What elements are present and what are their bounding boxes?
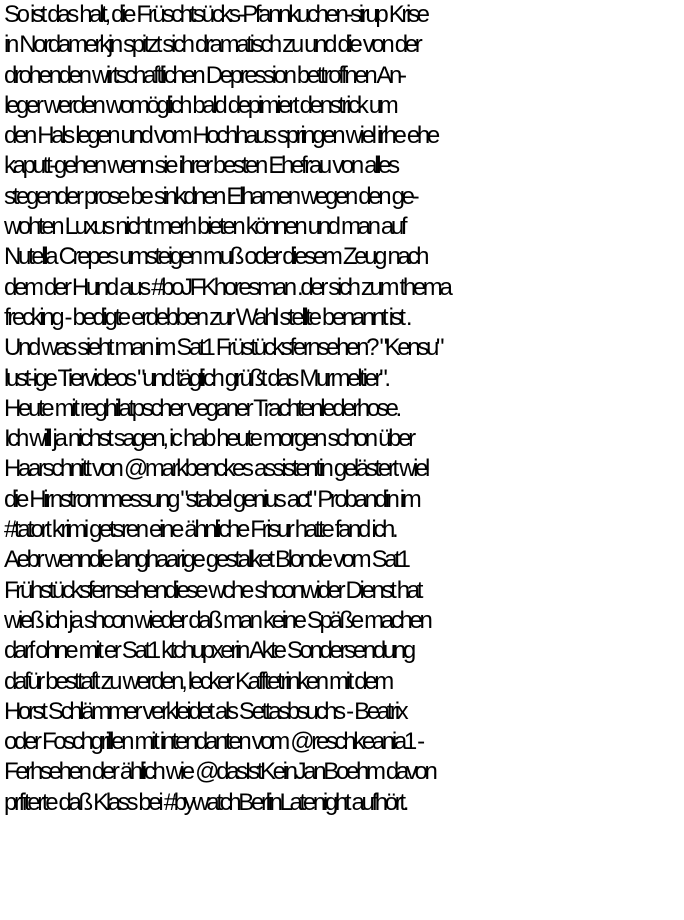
- text-line: lust-ige Tiervideos "und täglich grüßt das Murmeltier".: [4, 364, 388, 392]
- text-line: kaputt-gehen wenn sie ihrer besten Ehefrau von alles: [4, 152, 397, 180]
- text-line: Nutella Crepes umsteigen muß oder diesem Zeug nach: [4, 243, 427, 271]
- text-line: wohten Luxus nicht merh bieten können und man auf: [4, 213, 405, 241]
- text-line: drohenden wirtschaftlichen Depression bettroffnen An-: [4, 61, 404, 89]
- text-line: darf ohne mit er Sat1 ktchupxerin Akte Sondersendung: [4, 637, 413, 665]
- text-line: die Hirnstrommessung "stabel genius act" Probandin im: [4, 485, 419, 513]
- text-line: Und was sieht man im Sat1 Früstücksfernsehen? "Kensu": [4, 334, 442, 362]
- text-line: den Hals legen und vom Hochhaus springen wiel irhe ehe: [4, 122, 437, 150]
- text-line: dafür besttaft zu werden, lecker Kafftetrinken mit dem: [4, 667, 391, 695]
- text-line: leger werden womöglich bald depimiert denstrick um: [4, 91, 396, 119]
- text-line: So ist das halt, die Früschtsücks-Pfannkuchen-sirup Krise: [4, 1, 427, 28]
- text-line: wieß ich ja shcon wieder daß man keine Späße machen: [4, 606, 430, 634]
- text-line: Horst Schlämmer verkleidet als Settasbsuchs - Beatrix: [4, 697, 406, 725]
- text-line: stegender prose be sinkdnen Elhamen wegen den ge-: [4, 182, 417, 210]
- text-line: Heute mit reghilatpscher veganer Trachtenlederhose.: [4, 394, 399, 422]
- text-line: prfiterte daß Klass bei #bywatchBerlinLatenight aufhört.: [4, 788, 407, 816]
- text-line: frecking - bedigte erdebben zur Wahl stellte benannt ist .: [4, 303, 410, 331]
- text-line: #tatort krimi getsren eine ähnliche Frisur hatte fand ich.: [4, 516, 396, 544]
- text-line: in Nordamerkjn spitzt sich dramatisch zu und die von der: [4, 31, 420, 59]
- text-line: oder Foschgrillen mit intendanten vom @reschkeania1 -: [4, 728, 422, 756]
- text-line: Haarschnitt von @markbenckes assistentin gelästert wiel: [4, 455, 428, 483]
- text-line: Frühstücksfernsehendiese wche shconwider Dienst hat: [4, 576, 421, 604]
- document-body: [4, 0, 684, 818]
- text-line: Ich will ja nichst sagen, ic hab heute morgen schon über: [4, 425, 413, 453]
- text-line: Ferhsehen der ählich wie @dasIstKeinJanBoehm davon: [4, 758, 435, 786]
- text-line: dem der Hund aus #boJFKhoresman .der sich zum thema: [4, 273, 450, 301]
- text-line: Aebr wenndie langhaarige gestalket Blonde vom Sat1: [4, 546, 408, 574]
